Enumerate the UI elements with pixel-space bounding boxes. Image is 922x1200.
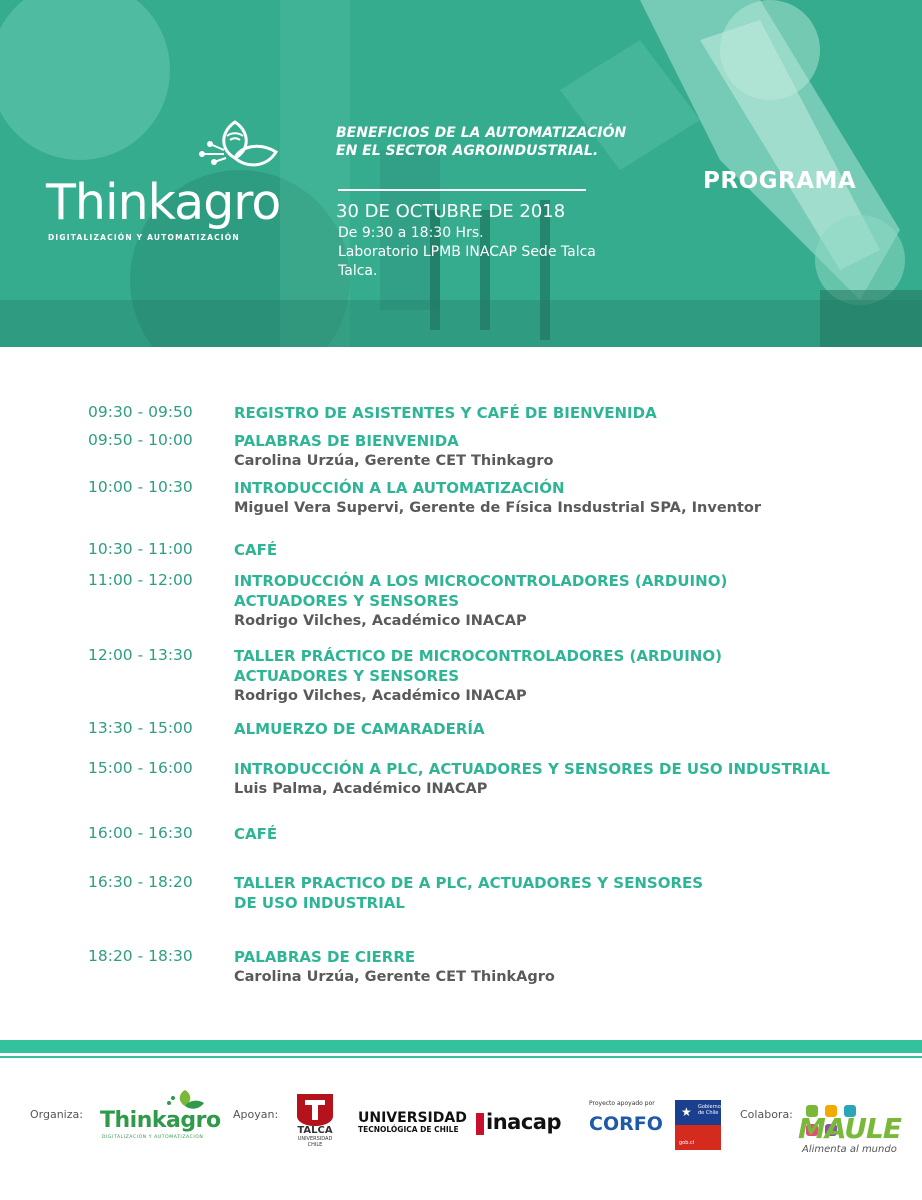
apoyan-label: Apoyan:	[233, 1108, 279, 1121]
schedule-title	[234, 478, 761, 518]
schedule-speaker: Rodrigo Vilches, Académico INACAP	[234, 613, 527, 629]
gobierno-text	[698, 1104, 721, 1116]
gobierno-url: gob.cl	[679, 1140, 695, 1146]
utch-line: TECNOLÓGICA DE CHILE	[358, 1125, 459, 1134]
schedule-title	[234, 646, 722, 706]
utch-logo	[358, 1111, 467, 1135]
schedule-title-line: TALLER PRACTICO DE A PLC, ACTUADORES Y SENSORES	[234, 874, 704, 892]
schedule-title-line: PALABRAS DE CIERRE	[234, 948, 416, 966]
event-date: 30 DE OCTUBRE DE 2018	[336, 201, 566, 222]
schedule-title	[234, 540, 277, 560]
utalca-sub: CHILE	[307, 1142, 323, 1148]
event-info	[338, 224, 596, 281]
schedule-title-line: INTRODUCCIÓN A LOS MICROCONTROLADORES (ARDUINO)	[234, 572, 728, 590]
utalca-name: TALCA	[297, 1125, 333, 1136]
schedule-speaker: Carolina Urzúa, Gerente CET Thinkagro	[234, 453, 554, 469]
schedule-time: 13:30 - 15:00	[88, 719, 193, 737]
programa-label: PROGRAMA	[703, 168, 857, 194]
schedule-speaker: Miguel Vera Supervi, Gerente de Física Insdustrial SPA, Inventor	[234, 500, 762, 516]
schedule-title	[234, 824, 277, 844]
schedule-time: 15:00 - 16:00	[88, 759, 193, 777]
schedule-title	[234, 403, 657, 423]
event-title	[336, 124, 656, 160]
header-banner	[0, 0, 922, 347]
schedule-title	[234, 719, 485, 739]
schedule-title	[234, 571, 727, 631]
inacap-mark-icon	[476, 1113, 484, 1135]
schedule-title-line: PALABRAS DE BIENVENIDA	[234, 432, 459, 450]
event-info-line: De 9:30 a 18:30 Hrs.	[338, 225, 484, 241]
utalca-sub: UNIVERSIDAD	[297, 1136, 333, 1142]
schedule-time: 10:00 - 10:30	[88, 478, 193, 496]
star-icon: ★	[681, 1105, 692, 1119]
utch-line: UNIVERSIDAD	[358, 1110, 467, 1126]
schedule-speaker: Carolina Urzúa, Gerente CET ThinkAgro	[234, 969, 555, 985]
footer-divider-bar	[0, 1040, 922, 1053]
event-title-line: BENEFICIOS DE LA AUTOMATIZACIÓN	[336, 125, 627, 141]
schedule-time: 09:30 - 09:50	[88, 403, 193, 421]
thinkagro-footer-wordmark: Thinkagro	[100, 1108, 221, 1133]
schedule-speaker: Luis Palma, Académico INACAP	[234, 781, 488, 797]
inacap-wordmark: inacap	[486, 1110, 561, 1134]
schedule-title-line: ACTUADORES Y SENSORES	[234, 592, 460, 610]
utalca-shield-icon	[295, 1094, 335, 1126]
colabora-label: Colabora:	[740, 1108, 793, 1121]
logo-wordmark: Thinkagro	[46, 174, 281, 231]
maule-wordmark: MAULE	[798, 1112, 901, 1145]
schedule-title-line: DE USO INDUSTRIAL	[234, 894, 405, 912]
schedule-time: 16:00 - 16:30	[88, 824, 193, 842]
schedule-time: 11:00 - 12:00	[88, 571, 193, 589]
corfo-wordmark: CORFO	[589, 1113, 663, 1135]
title-divider	[338, 189, 586, 191]
event-info-line: Laboratorio LPMB INACAP Sede Talca	[338, 244, 596, 260]
logo-tagline: DIGITALIZACIÓN Y AUTOMATIZACIÓN	[48, 233, 240, 242]
gobierno-line: Gobierno	[698, 1104, 721, 1110]
schedule-speaker: Rodrigo Vilches, Académico INACAP	[234, 688, 527, 704]
schedule-title	[234, 873, 703, 913]
schedule-title-line: ALMUERZO DE CAMARADERÍA	[234, 720, 485, 738]
schedule-title-line: CAFÉ	[234, 541, 278, 559]
schedule-title-line: REGISTRO DE ASISTENTES Y CAFÉ DE BIENVENIDA	[234, 404, 657, 422]
schedule-title-line: INTRODUCCIÓN A LA AUTOMATIZACIÓN	[234, 479, 565, 497]
event-info-line: Talca.	[338, 263, 378, 279]
schedule-title-line: INTRODUCCIÓN A PLC, ACTUADORES Y SENSORES DE USO INDUSTRIAL	[234, 760, 830, 778]
schedule-title-line: ACTUADORES Y SENSORES	[234, 667, 460, 685]
schedule-time: 09:50 - 10:00	[88, 431, 193, 449]
gobierno-line: de Chile	[698, 1110, 719, 1116]
schedule-title-line: TALLER PRÁCTICO DE MICROCONTROLADORES (ARDUINO)	[234, 647, 722, 665]
utalca-logo	[290, 1094, 340, 1148]
organiza-label: Organiza:	[30, 1108, 83, 1121]
thinkagro-footer-tagline: DIGITALIZACIÓN Y AUTOMATIZACIÓN	[102, 1135, 204, 1140]
schedule-time: 12:00 - 13:30	[88, 646, 193, 664]
event-title-line: EN EL SECTOR AGROINDUSTRIAL.	[336, 143, 599, 159]
schedule-time: 10:30 - 11:00	[88, 540, 193, 558]
corfo-caption: Proyecto apoyado por	[589, 1100, 655, 1107]
schedule-title	[234, 947, 555, 987]
schedule-title	[234, 431, 553, 471]
schedule-title	[234, 759, 830, 799]
gobierno-red-field	[675, 1125, 721, 1150]
corfo-logo	[589, 1100, 669, 1135]
schedule-time: 18:20 - 18:30	[88, 947, 193, 965]
footer-divider-line	[0, 1056, 922, 1058]
gobierno-logo	[675, 1100, 721, 1150]
schedule-title-line: CAFÉ	[234, 825, 278, 843]
maule-tagline: Alimenta al mundo	[802, 1144, 897, 1155]
schedule-time: 16:30 - 18:20	[88, 873, 193, 891]
